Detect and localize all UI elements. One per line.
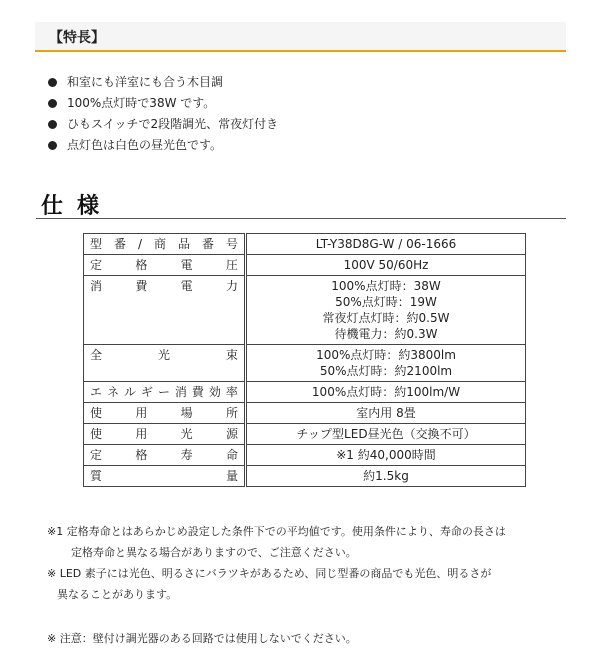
feature-list [48, 72, 278, 156]
spec-value-line: 100%点灯時：約3800lm [316, 348, 456, 362]
spec-table [83, 233, 526, 487]
spec-label-char: 費 [135, 279, 148, 293]
feature-item [48, 72, 278, 93]
feature-text: ひもスイッチで2段階調光、常夜灯付き [67, 117, 279, 131]
spec-label-text [90, 257, 238, 273]
spec-label-char: 寿 [180, 448, 193, 462]
spec-value-line: 100%点灯時：約100lm/W [311, 385, 461, 399]
spec-label [84, 255, 246, 276]
feature-section-header [35, 22, 566, 52]
spec-label [84, 276, 246, 345]
spec-label-char: 圧 [225, 258, 238, 272]
feature-item [48, 114, 278, 135]
spec-label [84, 234, 246, 255]
spec-row [84, 276, 526, 345]
spec-value-line: ※1 約40,000時間 [336, 448, 436, 462]
spec-label-text [90, 384, 238, 400]
spec-value [246, 234, 526, 255]
spec-label-char: 全 [90, 348, 103, 362]
spec-label-char: 費 [191, 385, 204, 399]
spec-label [84, 345, 246, 382]
spec-label-char: 命 [225, 448, 238, 462]
note-line: 異なることがあります。 [57, 588, 178, 601]
spec-value [246, 403, 526, 424]
spec-value [246, 382, 526, 403]
spec-label-char: / [137, 237, 143, 251]
spec-label-char: 場 [180, 406, 193, 420]
spec-label-char: 力 [225, 279, 238, 293]
spec-label-char: 番 [113, 237, 126, 251]
spec-label-char: 効 [208, 385, 221, 399]
spec-row [84, 345, 526, 382]
bullet-icon [48, 120, 57, 129]
spec-row [84, 445, 526, 466]
caution-note: ※ 注意：壁付け調光器のある回路では使用しないでください。 [47, 632, 357, 645]
spec-value-line: 50%点灯時：19W [335, 295, 437, 309]
spec-label-text [90, 278, 238, 294]
spec-label-char: 消 [90, 279, 103, 293]
spec-value [246, 424, 526, 445]
spec-value-line: 100%点灯時：38W [331, 279, 441, 293]
spec-label [84, 403, 246, 424]
spec-label-text [90, 405, 238, 421]
spec-title: 仕様 [41, 194, 114, 219]
spec-label-char: 号 [225, 237, 238, 251]
spec-label-char: ネ [106, 385, 119, 399]
spec-row [84, 382, 526, 403]
spec-table-body [84, 234, 526, 487]
spec-label-text [90, 236, 238, 252]
spec-row [84, 403, 526, 424]
spec-label-char: エ [90, 385, 103, 399]
spec-label-char: 所 [225, 406, 238, 420]
spec-value [246, 466, 526, 487]
spec-label-char: 用 [135, 427, 148, 441]
spec-label-char: 源 [225, 427, 238, 441]
spec-divider [36, 218, 566, 219]
spec-label-char: 率 [225, 385, 238, 399]
feature-item [48, 93, 278, 114]
spec-value-line: チップ型LED昼光色（交換不可） [296, 427, 476, 441]
spec-label-char: 電 [180, 279, 193, 293]
feature-text: 点灯色は白色の昼光色です。 [67, 138, 223, 152]
spec-label-char: 光 [180, 427, 193, 441]
spec-label-char: 量 [225, 469, 238, 483]
spec-label [84, 382, 246, 403]
spec-value [246, 255, 526, 276]
bullet-icon [48, 78, 57, 87]
note-line: ※1 定格寿命とはあらかじめ設定した条件下での平均値です。使用条件により、寿命の長さは [47, 525, 506, 538]
spec-value [246, 445, 526, 466]
spec-label-char: ル [123, 385, 136, 399]
spec-label-char: 品 [177, 237, 190, 251]
spec-value-line: 待機電力：約0.3W [334, 327, 438, 341]
spec-row [84, 466, 526, 487]
spec-label-char: 商 [153, 237, 166, 251]
spec-label-char: 使 [90, 427, 103, 441]
spec-label-char: 電 [180, 258, 193, 272]
spec-label-char: 使 [90, 406, 103, 420]
spec-row [84, 234, 526, 255]
spec-label [84, 466, 246, 487]
feature-text: 100%点灯時で38W です。 [67, 96, 216, 110]
spec-label-char: 格 [135, 258, 148, 272]
spec-label-text [90, 347, 238, 363]
spec-value-line: LT-Y38D8G-W / 06-1666 [315, 237, 457, 251]
spec-label-char: 番 [201, 237, 214, 251]
spec-label-char: ー [157, 385, 170, 399]
notes-section [47, 521, 506, 605]
spec-label [84, 424, 246, 445]
spec-label-char: 格 [135, 448, 148, 462]
spec-label-char: 消 [174, 385, 187, 399]
bullet-icon [48, 99, 57, 108]
spec-label-char: ギ [140, 385, 153, 399]
feature-item [48, 135, 278, 156]
spec-label-text [90, 468, 238, 484]
spec-value [246, 276, 526, 345]
note-line: ※ LED 素子には光色、明るさにバラツキがあるため、同じ型番の商品でも光色、明るさが [47, 567, 492, 580]
spec-label [84, 445, 246, 466]
spec-value-line: 室内用 8畳 [356, 406, 416, 420]
feature-header-title: 【特長】 [49, 30, 105, 46]
spec-label-char: 光 [157, 348, 170, 362]
spec-label-char: 型 [90, 237, 103, 251]
spec-label-text [90, 426, 238, 442]
spec-row [84, 424, 526, 445]
spec-row [84, 255, 526, 276]
spec-value-line: 常夜灯点灯時：約0.5W [322, 311, 450, 325]
spec-label-char: 束 [225, 348, 238, 362]
spec-value [246, 345, 526, 382]
bullet-icon [48, 141, 57, 150]
spec-label-char: 用 [135, 406, 148, 420]
spec-label-char: 定 [90, 258, 103, 272]
spec-label-text [90, 447, 238, 463]
spec-value-line: 約1.5kg [363, 469, 409, 483]
note-line: 定格寿命と異なる場合がありますので、ご注意ください。 [71, 546, 357, 559]
spec-label-char: 定 [90, 448, 103, 462]
feature-text: 和室にも洋室にも合う木目調 [67, 75, 224, 89]
spec-value-line: 100V 50/60Hz [343, 258, 429, 272]
spec-value-line: 50%点灯時：約2100lm [319, 364, 453, 378]
spec-label-char: 質 [90, 469, 103, 483]
